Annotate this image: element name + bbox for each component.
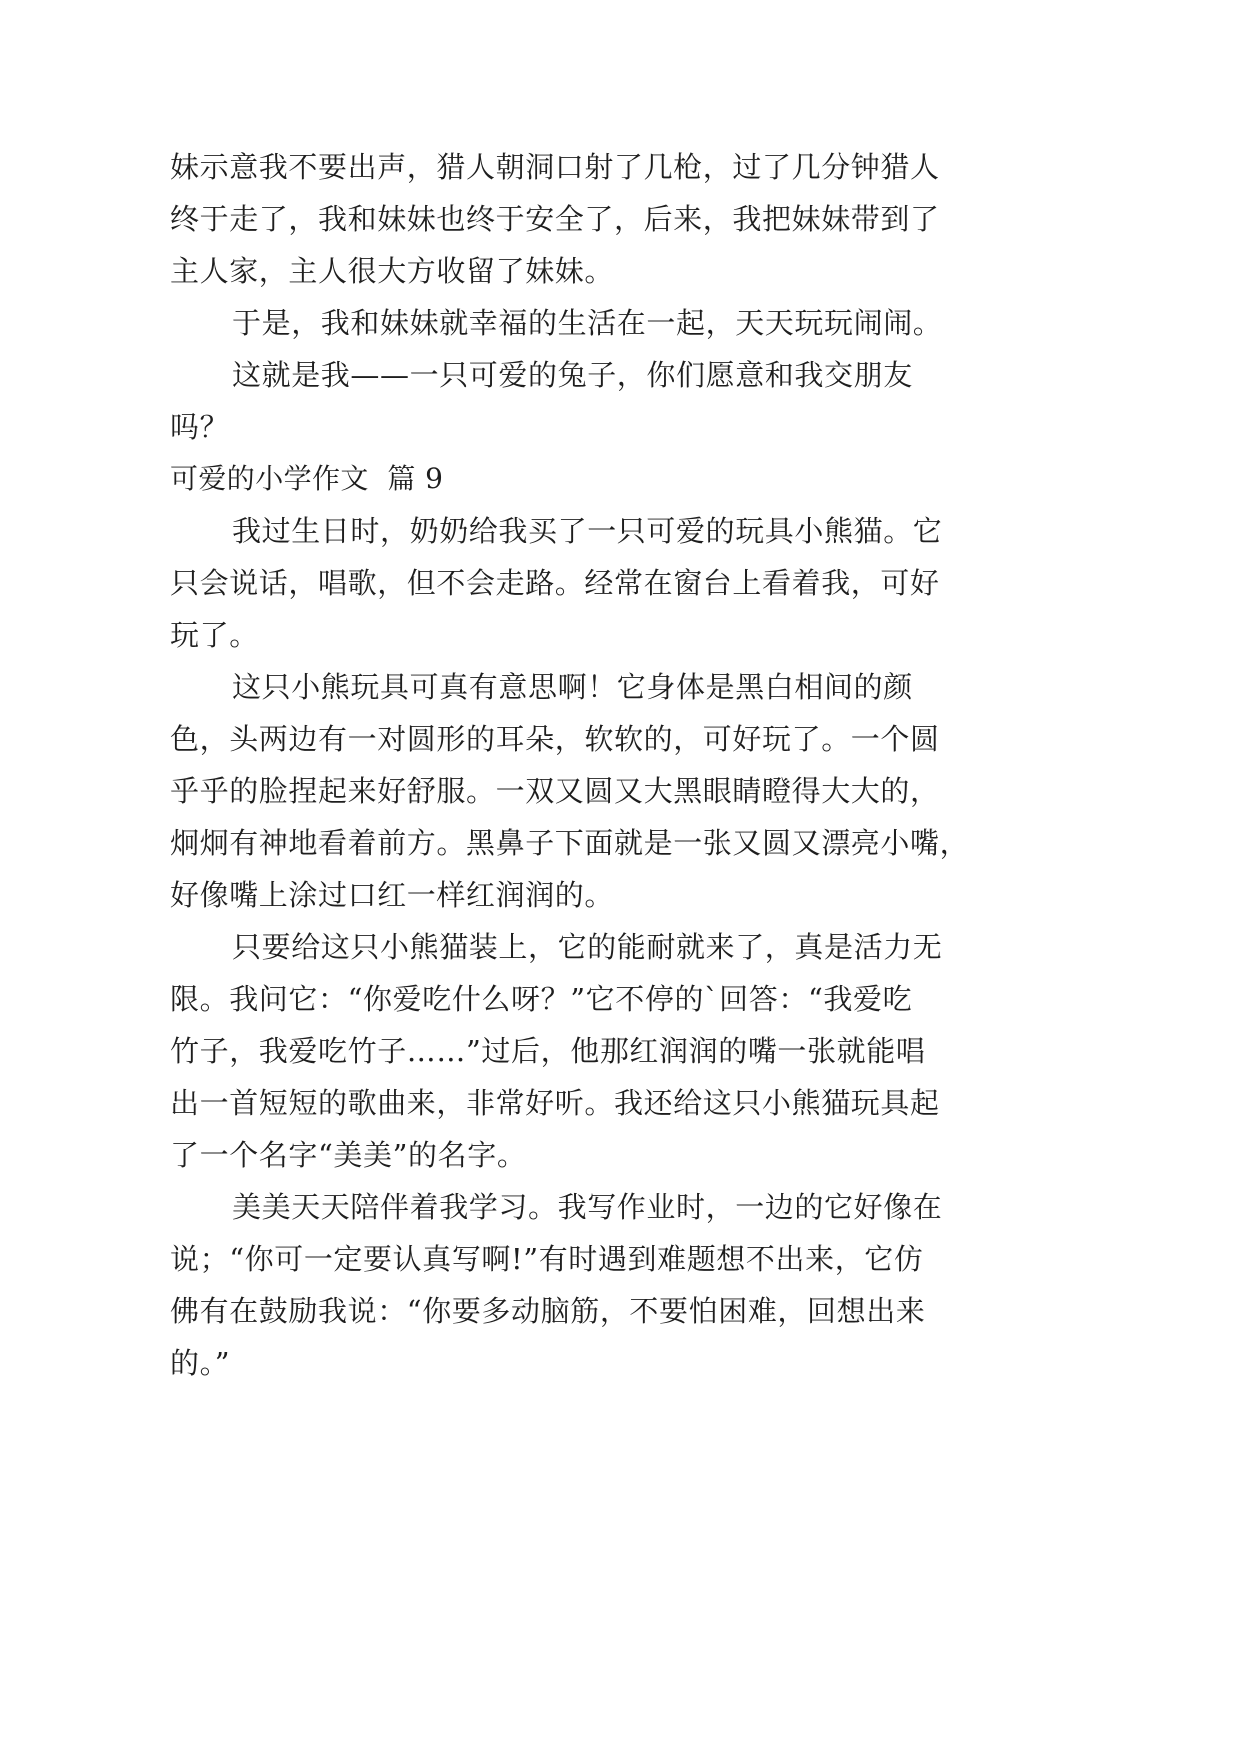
text-line: 竹子，我爱吃竹子……”过后，他那红润润的嘴一张就能唱	[170, 1034, 926, 1068]
text-line: 这就是我——一只可爱的兔子，你们愿意和我交朋友	[232, 358, 913, 392]
text-line: 乎乎的脸捏起来好舒服。一双又圆又大黑眼睛瞪得大大的，	[170, 774, 940, 808]
text-line: 出一首短短的歌曲来，非常好听。我还给这只小熊猫玩具起	[170, 1086, 940, 1120]
paragraph	[170, 297, 1041, 349]
paragraph	[170, 505, 1041, 661]
text-line: 只要给这只小熊猫装上，它的能耐就来了，真是活力无	[232, 930, 943, 964]
text-line: 吗？	[170, 410, 230, 444]
text-line: 炯炯有神地看着前方。黑鼻子下面就是一张又圆又漂亮小嘴，	[170, 826, 970, 860]
text-line: 色，头两边有一对圆形的耳朵，软软的，可好玩了。一个圆	[170, 722, 940, 756]
text-line: 于是，我和妹妹就幸福的生活在一起，天天玩玩闹闹。	[232, 306, 943, 340]
section-heading: 可爱的小学作文 篇 9	[170, 462, 444, 495]
text-line: 美美天天陪伴着我学习。我写作业时，一边的它好像在	[232, 1190, 943, 1224]
text-line: 妹示意我不要出声，猎人朝洞口射了几枪，过了几分钟猎人	[170, 150, 940, 184]
paragraph	[170, 349, 1041, 453]
text-line: 玩了。	[170, 618, 259, 652]
text-line: 好像嘴上涂过口红一样红润润的。	[170, 878, 615, 912]
paragraph	[170, 1181, 1041, 1389]
paragraph	[170, 921, 1041, 1181]
paragraph	[170, 661, 1041, 921]
text-line: 我过生日时，奶奶给我买了一只可爱的玩具小熊猫。它	[232, 514, 943, 548]
text-line: 限。我问它：“你爱吃什么呀？”它不停的`回答：“我爱吃	[170, 982, 913, 1016]
text-line: 这只小熊玩具可真有意思啊！它身体是黑白相间的颜	[232, 670, 913, 704]
text-line: 佛有在鼓励我说：“你要多动脑筋，不要怕困难，回想出来	[170, 1294, 926, 1328]
text-line: 只会说话，唱歌，但不会走路。经常在窗台上看着我，可好	[170, 566, 940, 600]
paragraph	[170, 141, 1041, 297]
text-line: 的。”	[170, 1346, 231, 1380]
text-line: 终于走了，我和妹妹也终于安全了，后来，我把妹妹带到了	[170, 202, 940, 236]
text-line: 说；“你可一定要认真写啊!”有时遇到难题想不出来，它仿	[170, 1242, 924, 1276]
text-line: 主人家，主人很大方收留了妹妹。	[170, 254, 615, 288]
text-line: 了一个名字“美美”的名字。	[170, 1138, 527, 1172]
